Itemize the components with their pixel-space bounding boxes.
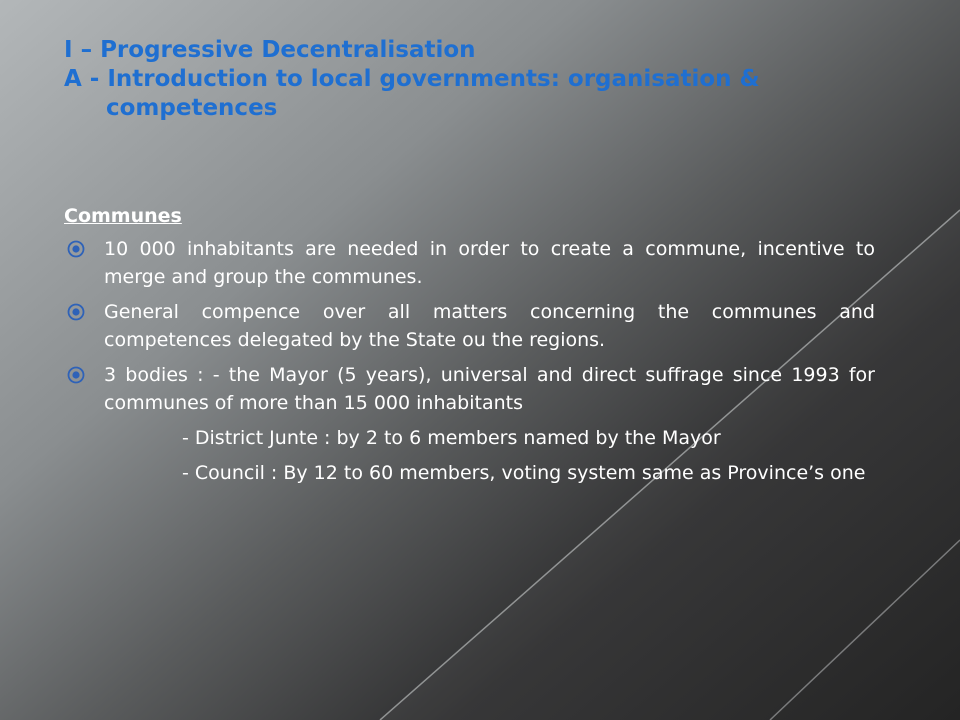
sub-item-text: - Council : By 12 to 60 members, voting system same as Province’s one xyxy=(182,462,866,484)
bullet-item xyxy=(64,235,875,291)
title-line-2: A - Introduction to local governments: organisation & competences xyxy=(64,66,760,121)
sub-item-text: - District Junte : by 2 to 6 members named by the Mayor xyxy=(182,427,721,449)
slide-content xyxy=(64,202,875,494)
bullet-text: 10 000 inhabitants are needed in order to create a commune, incentive to merge and group the communes. xyxy=(104,238,875,288)
title-line-1: I – Progressive Decentralisation xyxy=(64,37,476,63)
target-bullet-icon xyxy=(67,240,85,258)
target-bullet-icon xyxy=(67,303,85,321)
sub-item xyxy=(64,459,875,487)
target-bullet-icon xyxy=(67,366,85,384)
sub-item xyxy=(64,424,875,452)
bullet-item xyxy=(64,361,875,417)
bullet-text: 3 bodies : - the Mayor (5 years), universal and direct suffrage since 1993 for communes of more than 15 000 inhabitants xyxy=(104,364,875,414)
bullet-text: General compence over all matters concerning the communes and competences delegated by the State ou the regions. xyxy=(104,301,875,351)
section-heading: Communes xyxy=(64,205,182,227)
slide-title xyxy=(64,36,904,123)
bullet-item xyxy=(64,298,875,354)
